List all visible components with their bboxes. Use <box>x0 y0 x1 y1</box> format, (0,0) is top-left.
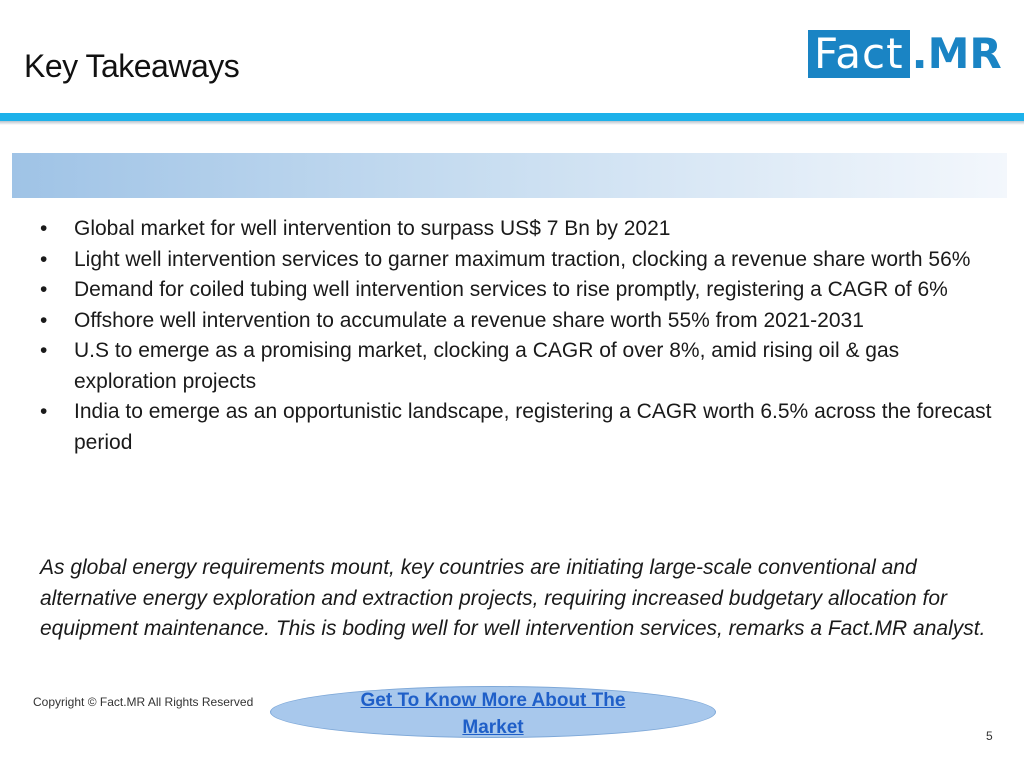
cta-link[interactable] <box>271 687 715 741</box>
bullet-icon: • <box>40 308 48 332</box>
bullet-icon: • <box>40 400 48 423</box>
analyst-quote: As global energy requirements mount, key countries are initiating large-scale conventional and alternative energy exploration and extraction projects, requiring increased budgetary allocation for equipment maintenance. This is boding well for well intervention services, remarks a Fact.MR analyst. <box>40 556 986 640</box>
copyright-text: Copyright © Fact.MR All Rights Reserved <box>33 695 254 709</box>
header-divider-shadow <box>0 121 1024 125</box>
list-item <box>40 245 1002 276</box>
bullet-text: Light well intervention services to garner maximum traction, clocking a revenue share worth 56% <box>74 247 971 271</box>
header-divider <box>0 113 1024 121</box>
list-item <box>40 336 1002 397</box>
page-title: Key Takeaways <box>24 48 240 84</box>
gradient-band <box>12 153 1007 198</box>
bullet-text: Offshore well intervention to accumulate a revenue share worth 55% from 2021-2031 <box>74 308 864 332</box>
cta-line-2[interactable]: Market <box>462 717 524 738</box>
list-item <box>40 306 1002 337</box>
bullet-text: U.S to emerge as a promising market, clocking a CAGR of over 8%, amid rising oil & gas exploration projects <box>74 339 900 393</box>
bullet-text: Demand for coiled tubing well intervention services to rise promptly, registering a CAGR of 6% <box>74 278 948 301</box>
get-to-know-more-button[interactable] <box>270 686 716 738</box>
logo-box-text: Fact <box>808 30 910 78</box>
bullet-icon: • <box>40 278 48 301</box>
bullet-text: Global market for well intervention to surpass US$ 7 Bn by 2021 <box>74 217 671 240</box>
fact-mr-logo <box>808 30 1002 78</box>
bullet-icon: • <box>40 339 48 362</box>
takeaways-list <box>40 214 1002 458</box>
list-item <box>40 275 1002 306</box>
cta-line-1[interactable]: Get To Know More About The <box>360 690 626 711</box>
bullet-text: India to emerge as an opportunistic landscape, registering a CAGR worth 6.5% across the forecast period <box>74 400 992 454</box>
list-item <box>40 397 1002 458</box>
page-number: 5 <box>986 729 993 743</box>
bullet-icon: • <box>40 217 48 240</box>
logo-suffix-text: .MR <box>911 29 1002 78</box>
list-item <box>40 214 1002 245</box>
bullet-icon: • <box>40 247 48 271</box>
